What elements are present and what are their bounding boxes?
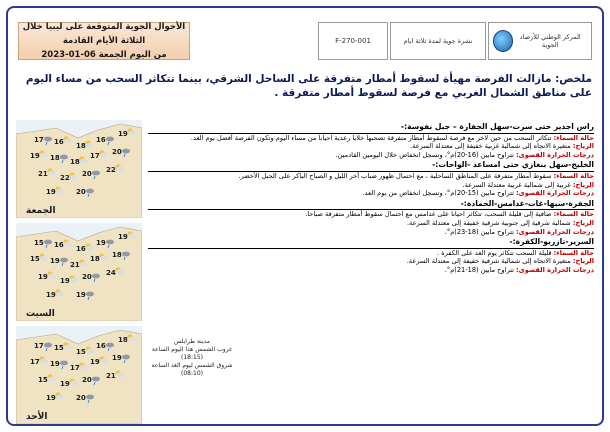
temperature-label: 19 <box>60 277 70 285</box>
sky-text: تتكاثر السحب من حين لاخر مع فرصة لسقوط أمطار متفرقة تصحبها خلايا رعدية احيانا من مساء اليوم وتكون الفرصة أفضل يوم الغد. <box>190 133 552 142</box>
temperature-label: 15 <box>38 376 48 384</box>
map-saturday <box>16 223 142 321</box>
temperature-label: 20 <box>82 170 92 178</box>
temperature-label: 19 <box>118 233 128 241</box>
temp-label: درجات الحرارة القصوى: <box>516 189 594 198</box>
temperature-label: 20 <box>76 394 86 402</box>
temperature-label: 16 <box>96 136 106 144</box>
sky-label: حالة السماء: <box>553 171 594 180</box>
wind-text: غربية إلى شمالية غربية معتدلة السرعة. <box>462 180 571 189</box>
temperature-label: 19 <box>112 354 122 362</box>
temperature-label: 19 <box>46 394 56 402</box>
temperature-label: 19 <box>46 291 56 299</box>
temperature-label: 17 <box>70 364 80 372</box>
temperature-label: 19 <box>50 257 60 265</box>
temperature-label: 19 <box>96 239 106 247</box>
temp-row <box>148 189 594 198</box>
wind-row <box>148 257 594 266</box>
temperature-label: 16 <box>96 342 106 350</box>
region-section <box>148 161 594 197</box>
sky-row <box>148 249 594 258</box>
region-heading: الجفرة-سبها-غات-غدامس-الحمادة:- <box>148 200 594 211</box>
sky-label: حالة السماء: <box>553 210 594 219</box>
temperature-label: 24 <box>106 269 116 277</box>
bulletin-title-box <box>18 22 190 60</box>
sky-row <box>148 134 594 143</box>
wind-label: الرياح: <box>572 218 594 227</box>
temperature-label: 17 <box>30 358 40 366</box>
temperature-label: 21 <box>106 372 116 380</box>
temperature-label: 22 <box>60 174 70 182</box>
temperature-label: 20 <box>82 376 92 384</box>
temperature-label: 19 <box>118 130 128 138</box>
temperature-label: 20 <box>82 273 92 281</box>
regional-forecasts <box>148 121 594 275</box>
document-code: F-270-001 <box>318 22 388 60</box>
wind-text: متغيرة الاتجاه إلى شمالية غربية خفيفة إلى معتدلة السرعة. <box>410 142 571 151</box>
wind-row <box>148 181 594 190</box>
sky-text: سقوط أمطار متفرقة على المناطق الساحلية ، مع احتمال ظهور ضباب آخر الليل و الصباح الباكر على الجبل الأخضر. <box>238 171 552 180</box>
summary: ملخص: مازالت الفرصة مهيأة لسقوط أمطار متفرقة على الساحل الشرقي، بينما تتكاثر السحب من مساء اليوم على مناطق الشمال الغربي مع فرصة لسقوط أمطار متفرقة . <box>25 73 592 99</box>
header <box>18 16 592 68</box>
temperature-label: 16 <box>54 138 64 146</box>
temperature-label: 17 <box>34 136 44 144</box>
region-section <box>148 123 594 159</box>
map-day-label: الجمعة <box>26 206 56 216</box>
bulletin-page <box>6 6 604 426</box>
sky-text: صافية إلى قليلة السحب، تتكاثر احيانا على غدامس مع احتمال سقوط أمطار متفرقة صباحا. <box>305 210 552 219</box>
wind-text: شمالية شرقية إلى جنوبية شرقية خفيفة إلى معتدلة السرعة. <box>406 218 571 227</box>
region-section <box>148 238 594 274</box>
logo-icon <box>493 30 513 52</box>
wind-label: الرياح: <box>572 180 594 189</box>
temperature-label: 16 <box>54 241 64 249</box>
temperature-label: 18 <box>112 251 122 259</box>
temperature-label: 20 <box>112 148 122 156</box>
wind-text: متغيرة الاتجاه إلى شمالية شرقية خفيفة إلى معتدلة السرعة. <box>406 257 571 266</box>
temp-text: تتراوح مابين (16-20)م°، وتسجل انخفاض خلال اليومين القادمين. <box>335 150 514 159</box>
temperature-label: 18 <box>70 158 80 166</box>
temp-label: درجات الحرارة القصوى: <box>516 227 594 236</box>
region-section <box>148 200 594 236</box>
temperature-label: 18 <box>50 154 60 162</box>
temperature-label: 19 <box>76 291 86 299</box>
temperature-label: 19 <box>90 358 100 366</box>
sky-label: حالة السماء: <box>553 133 594 142</box>
sky-row <box>148 172 594 181</box>
temperature-label: 17 <box>90 152 100 160</box>
map-day-label: السبت <box>26 309 55 319</box>
temperature-label: 21 <box>38 170 48 178</box>
city-sun-times <box>142 338 242 378</box>
wind-label: الرياح: <box>572 142 594 151</box>
temperature-label: 15 <box>76 348 86 356</box>
temp-text: تتراوح مابين (18-23)م°. <box>444 227 514 236</box>
temperature-label: 15 <box>54 344 64 352</box>
temperature-label: 21 <box>70 261 80 269</box>
temperature-label: 15 <box>34 239 44 247</box>
forecast-maps <box>16 120 142 425</box>
wind-label: الرياح: <box>572 257 594 266</box>
city-name: مدينة طرابلس <box>173 338 211 345</box>
temperature-label: 19 <box>60 380 70 388</box>
temperature-label: 19 <box>50 360 60 368</box>
temperature-label: 16 <box>76 245 86 253</box>
temp-label: درجات الحرارة القصوى: <box>516 150 594 159</box>
sky-row <box>148 210 594 219</box>
region-heading: راس اجدير حتى سرت-سهل الجفارة – جبل نفوسة:- <box>148 123 594 134</box>
temperature-label: 18 <box>90 255 100 263</box>
temp-text: تتراوح مابين (18-21)م°. <box>444 265 514 274</box>
sunrise-time: شروق الشمس ليوم الغد الساعة (08:10) <box>151 362 233 377</box>
wind-row <box>148 142 594 151</box>
temperature-label: 19 <box>30 152 40 160</box>
temperature-label: 18 <box>118 336 128 344</box>
temp-row <box>148 228 594 237</box>
temp-row <box>148 151 594 160</box>
temperature-label: 15 <box>30 255 40 263</box>
sunset-time: غروب الشمس هذا اليوم الساعة (18:15) <box>151 346 233 361</box>
map-sunday <box>16 326 142 424</box>
map-day-label: الأحد <box>26 412 48 422</box>
temp-row <box>148 266 594 275</box>
temp-label: درجات الحرارة القصوى: <box>516 265 594 274</box>
organization-box <box>488 22 592 60</box>
temperature-label: 22 <box>106 166 116 174</box>
sky-label: حالة السماء: <box>553 248 594 257</box>
wind-row <box>148 219 594 228</box>
bulletin-title: الأحوال الجوية المتوقعة على ليبيا خلال الثلاثة الأيام القادمة <box>22 22 186 46</box>
organization-name: المركز الوطني للأرصاد الجوية <box>519 33 581 49</box>
temperature-label: 20 <box>76 188 86 196</box>
region-heading: الخليج-سهل بنغازي حتى امساعد -الواحات:- <box>148 161 594 172</box>
bulletin-type: نشرة جوية لمدة ثلاثة ايام <box>390 22 486 60</box>
temp-text: تتراوح مابين (15-20)م°، وتسجل انخفاض من يوم الغد. <box>362 189 514 198</box>
temperature-label: 18 <box>76 142 86 150</box>
map-friday <box>16 120 142 218</box>
sky-text: قليلة السحب تتكاثر يوم الغد على الكفرة . <box>436 248 552 257</box>
temperature-label: 19 <box>38 273 48 281</box>
bulletin-date: من اليوم الجمعة 06-01-2023 <box>41 50 167 60</box>
temperature-label: 19 <box>46 188 56 196</box>
temperature-label: 17 <box>34 342 44 350</box>
region-heading: السرير-تازربو-الكفرة:- <box>148 238 594 249</box>
